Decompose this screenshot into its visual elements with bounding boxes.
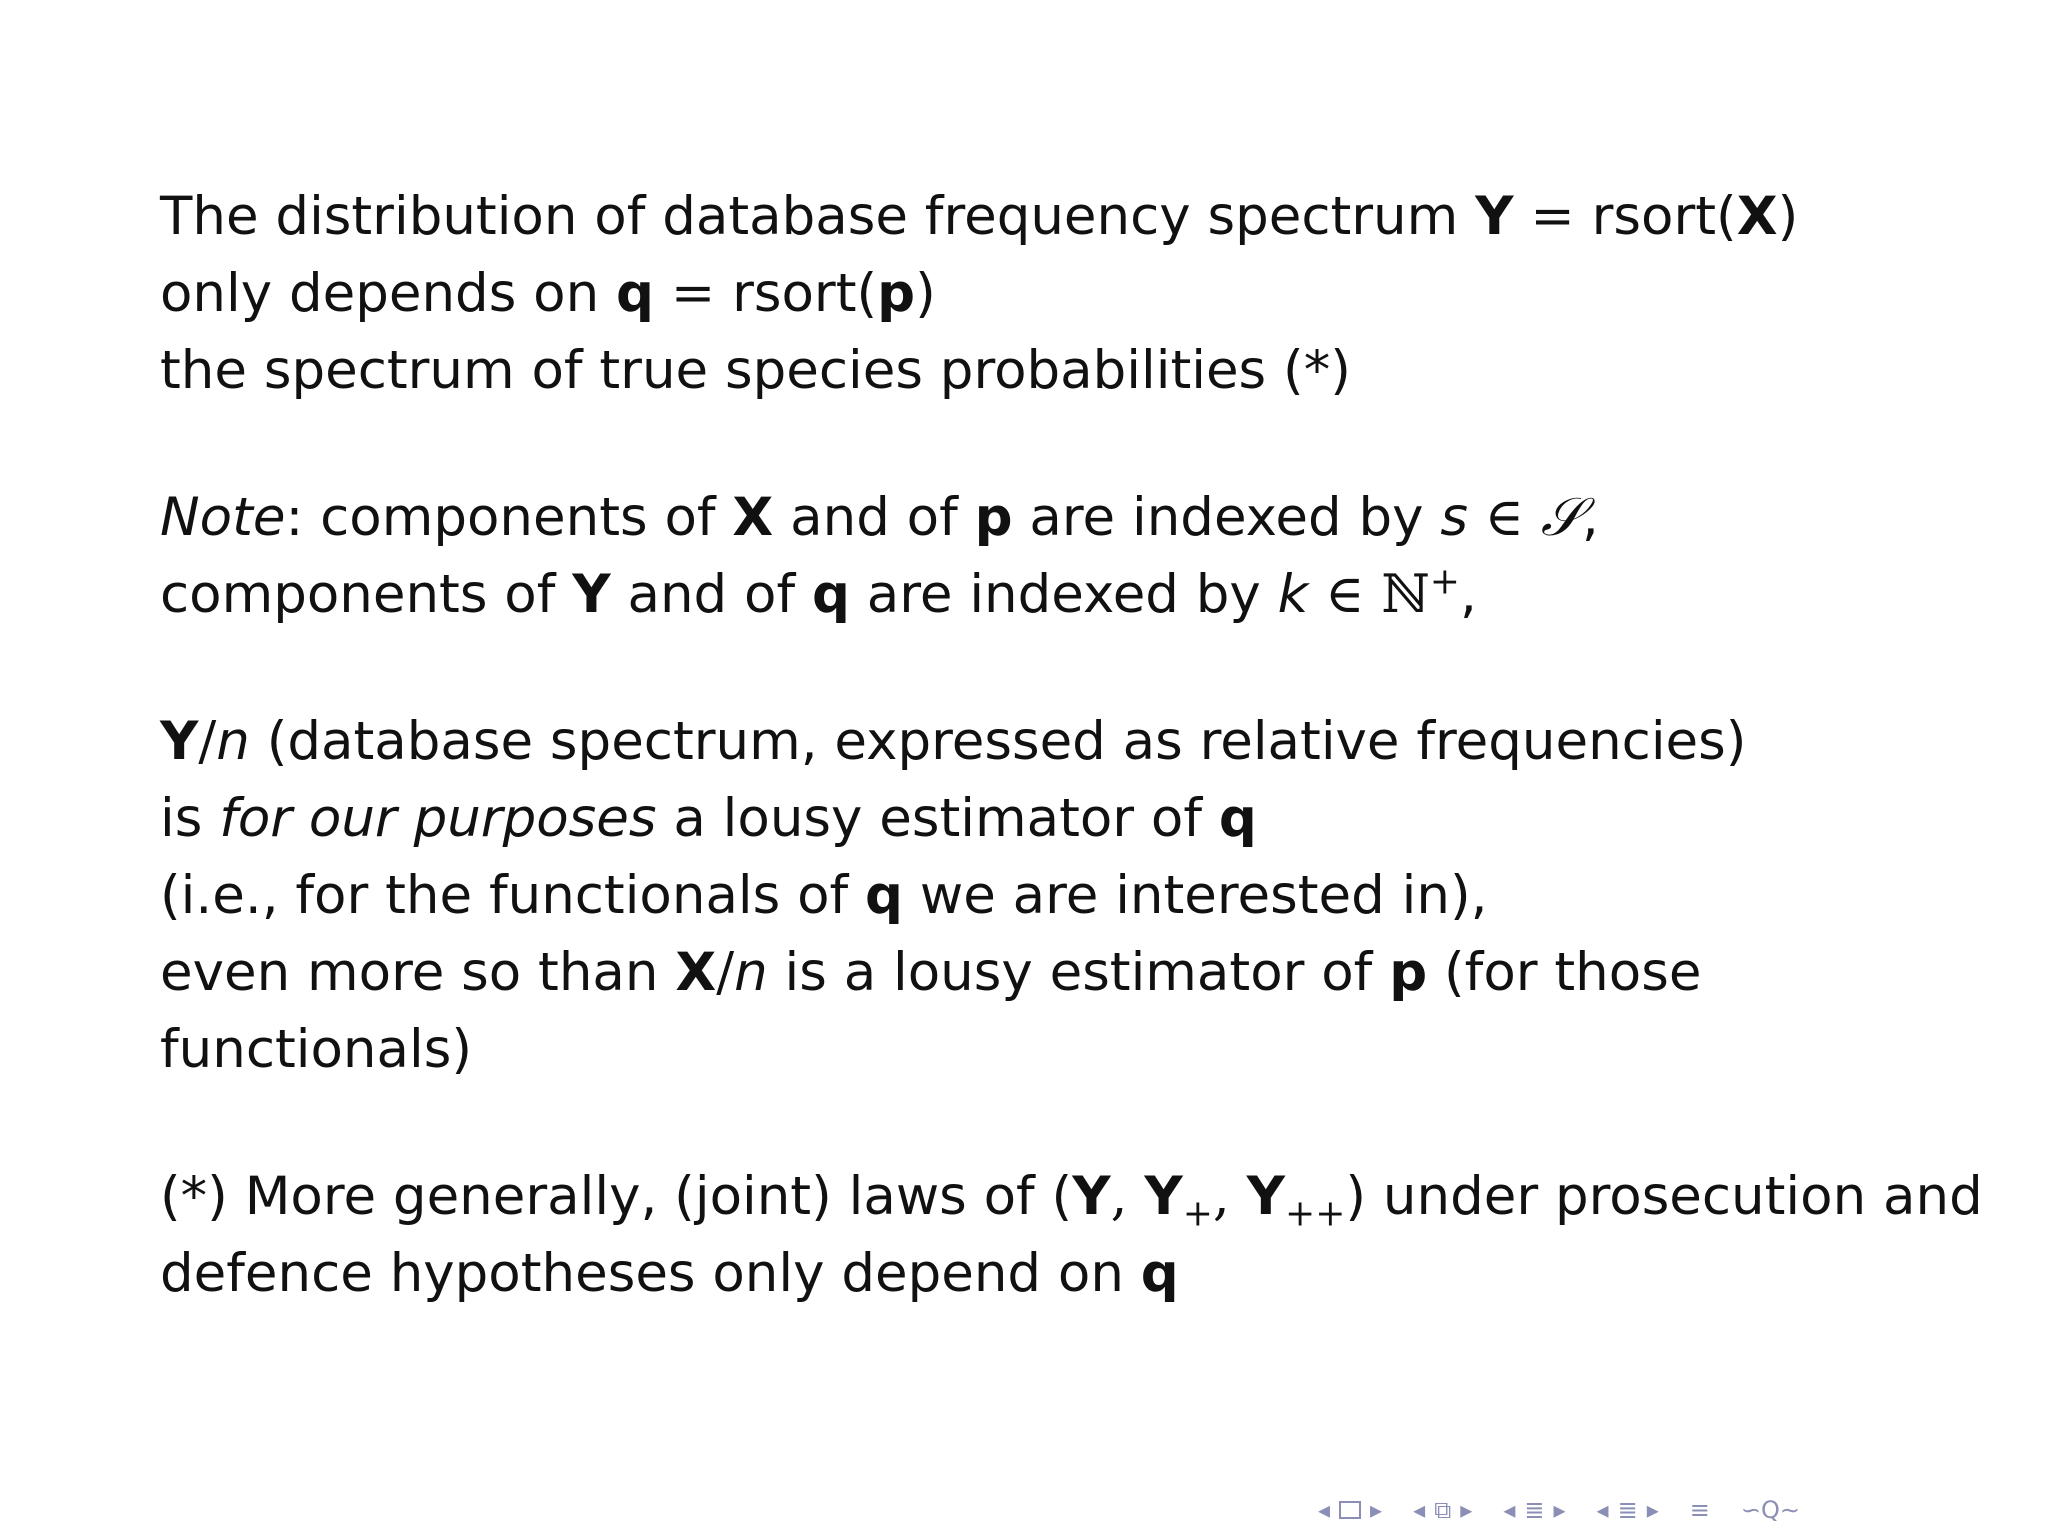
paragraph-estimator [160,703,1960,1088]
arrow-left-icon[interactable]: ◂ [1318,1496,1331,1524]
paragraph-gap [160,1088,1960,1158]
text-line: only depends on q = rsort(p) [160,263,936,324]
align-icon[interactable]: ≡ [1689,1496,1710,1524]
paragraph-gap [160,633,1960,703]
text-line: (i.e., for the functionals of q we are interested in), [160,865,1488,926]
search-icon[interactable]: ∽Q∼ [1740,1496,1800,1524]
text-line: Y/n (database spectrum, expressed as relative frequencies) [160,711,1747,772]
arrow-right-icon[interactable]: ▸ [1460,1496,1473,1524]
arrow-left-icon[interactable]: ◂ [1503,1496,1516,1524]
paragraph-footnote [160,1158,1983,1312]
text-line: even more so than X/n is a lousy estimator of p (for those [160,942,1702,1003]
text-line: Note: components of X and of p are indexed by s ∈ 𝒮, [160,487,1599,548]
arrow-right-icon[interactable]: ▸ [1370,1496,1383,1524]
beamer-navigation-bar [1318,1495,1809,1525]
paragraph-gap [160,409,1960,479]
text-line: The distribution of database frequency spectrum Y = rsort(X) [160,186,1799,247]
section-icon[interactable]: ≣ [1524,1496,1545,1524]
arrow-right-icon[interactable]: ▸ [1646,1496,1659,1524]
paragraph-note [160,479,1960,633]
section-icon[interactable]: ≣ [1617,1496,1638,1524]
arrow-right-icon[interactable]: ▸ [1553,1496,1566,1524]
arrow-left-icon[interactable]: ◂ [1596,1496,1609,1524]
text-line: components of Y and of q are indexed by k ∈ ℕ+, [160,561,1477,625]
arrow-left-icon[interactable]: ◂ [1413,1496,1426,1524]
text-line: is for our purposes a lousy estimator of q [160,788,1257,849]
slide-content [160,178,1983,1312]
paragraph-spectrum-distribution [160,178,1960,409]
text-line: functionals) [160,1019,472,1080]
subsection-icon[interactable]: ⧉ [1434,1496,1452,1524]
frame-icon[interactable] [1339,1501,1361,1519]
text-line: the spectrum of true species probabilities (*) [160,340,1351,401]
text-line: (*) More generally, (joint) laws of (Y, $Y_+$, $Y_{++}$) under prosecution and [160,1166,1983,1235]
text-line: defence hypotheses only depend on q [160,1243,1179,1304]
